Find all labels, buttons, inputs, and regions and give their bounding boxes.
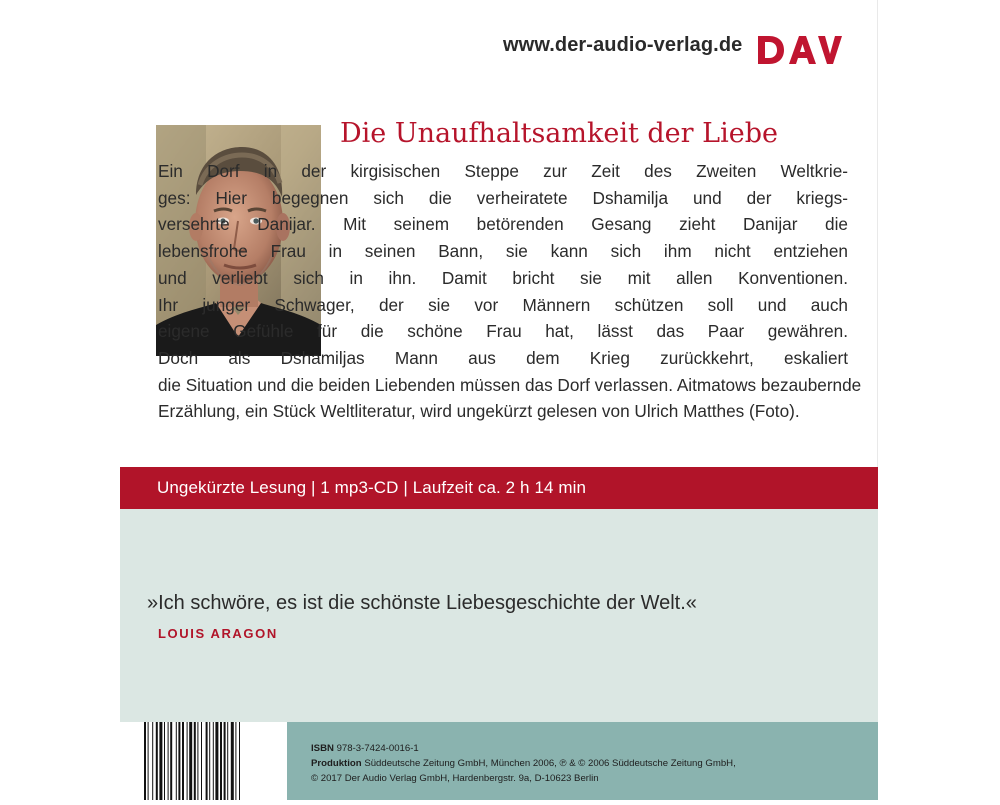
info-bar-text: Ungekürzte Lesung | 1 mp3-CD | Laufzeit ca. 2 h 14 min xyxy=(157,478,587,497)
quote-text: »Ich schwöre, es ist die schönste Liebesgeschichte der Welt.« xyxy=(147,592,697,614)
description-line: eigene Gefühle für die schöne Frau hat, lässt das Paar gewähren. xyxy=(158,321,848,342)
isbn-line xyxy=(311,741,736,756)
barcode-bar xyxy=(152,722,153,800)
barcode-bar xyxy=(187,722,188,800)
description-line: ges: Hier begegnen sich die verheiratete Dshamilja und der kriegs- xyxy=(158,187,848,208)
description-line: versehrte Danijar. Mit seinem betörenden Gesang zieht Danijar die xyxy=(158,214,848,235)
legal-info xyxy=(311,741,736,787)
barcode-bar xyxy=(235,722,236,800)
barcode-bar xyxy=(164,722,165,800)
barcode-bar xyxy=(194,722,196,800)
description-line: Erzählung, ein Stück Weltliteratur, wird ungekürzt gelesen von Ulrich Matthes (Foto). xyxy=(158,401,800,422)
barcode-bar xyxy=(176,722,177,800)
barcode-bar xyxy=(189,722,192,800)
description-line: Ein Dorf in der kirgisischen Steppe zur Zeit des Zweiten Weltkrie- xyxy=(158,161,848,181)
description-line: Ihr junger Schwager, der sie vor Männern schützen soll und auch xyxy=(158,294,848,315)
description-line: und verliebt sich in ihn. Damit bricht sie mit allen Konventionen. xyxy=(158,267,848,288)
barcode-bar xyxy=(206,722,208,800)
barcode-bar xyxy=(231,722,234,800)
barcode-bar xyxy=(182,722,184,800)
info-bar xyxy=(120,467,878,509)
description-line: lebensfrohe Frau in seinen Bann, sie kann sich ihm nicht entziehen xyxy=(158,241,848,262)
quote-panel xyxy=(120,509,878,722)
barcode-bar xyxy=(239,722,240,800)
dav-logo xyxy=(758,36,842,64)
barcode-bar xyxy=(220,722,222,800)
isbn-label: ISBN xyxy=(311,743,334,754)
copyright-line: © 2017 Der Audio Verlag GmbH, Hardenbergstr. 9a, D-10623 Berlin xyxy=(311,773,599,785)
publisher-website: www.der-audio-verlag.de xyxy=(503,34,743,56)
barcode-bar xyxy=(197,722,198,800)
description-line: Doch als Dshamiljas Mann aus dem Krieg zurückkehrt, eskaliert xyxy=(158,347,848,368)
barcode-bar xyxy=(209,722,210,800)
production-line xyxy=(311,756,736,771)
barcode-bar xyxy=(159,722,162,800)
barcode-bar xyxy=(156,722,158,800)
book-description xyxy=(158,158,862,425)
book-title: Die Unaufhaltsamkeit der Liebe xyxy=(340,118,778,149)
isbn-number: 978-3-7424-0016-1 xyxy=(336,743,419,754)
barcode-bar xyxy=(227,722,228,800)
barcode-bar xyxy=(224,722,226,800)
barcode-bar xyxy=(215,722,218,800)
barcode-bar xyxy=(144,722,146,800)
barcode-bar xyxy=(148,722,149,800)
barcode-bar xyxy=(168,722,169,800)
description-line: die Situation und die beiden Liebenden müssen das Dorf verlassen. Aitmatows bezaubernde xyxy=(158,374,862,395)
production-text: Süddeutsche Zeitung GmbH, München 2006, ℗ & © 2006 Süddeutsche Zeitung GmbH, xyxy=(364,758,736,770)
barcode-bar xyxy=(178,722,180,800)
barcode-bar xyxy=(170,722,172,800)
quote-author: LOUIS ARAGON xyxy=(158,626,278,641)
barcode xyxy=(120,722,287,800)
barcode-bar xyxy=(201,722,202,800)
barcode-bar xyxy=(213,722,214,800)
production-label: Produktion xyxy=(311,758,362,770)
